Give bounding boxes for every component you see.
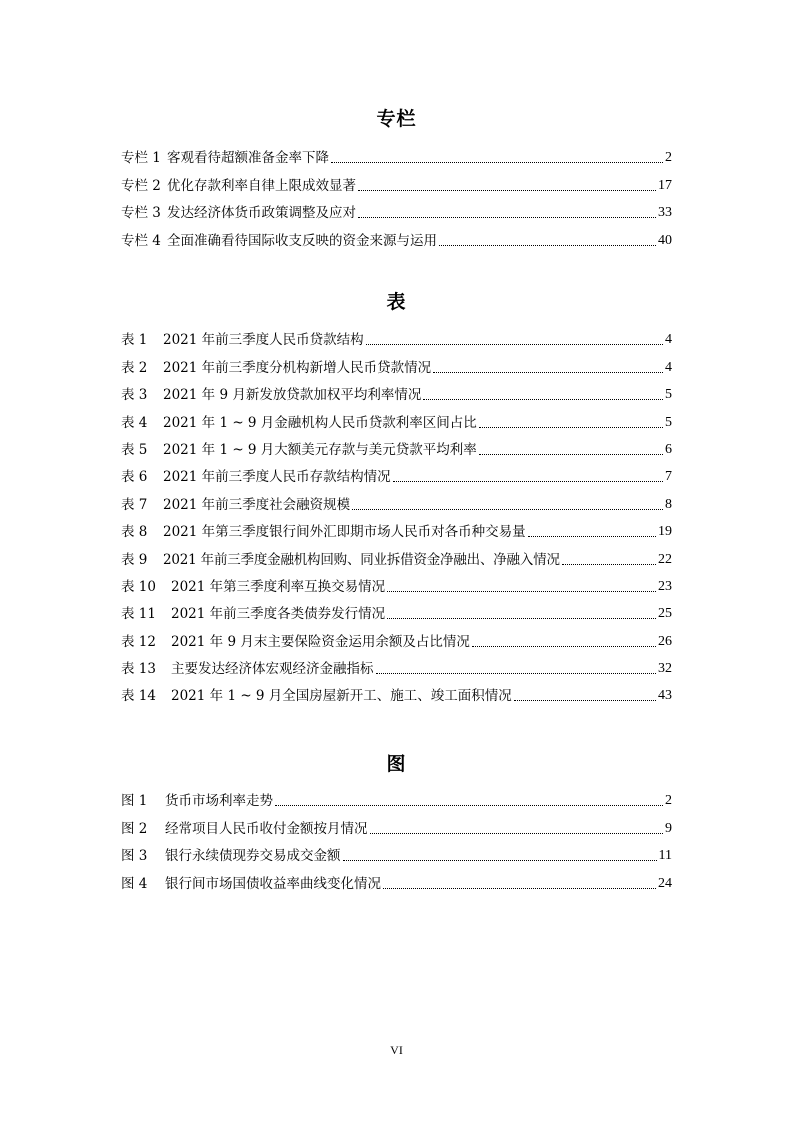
columns-entry-2[interactable] [121, 167, 672, 194]
entry-label: 表 11 [121, 606, 156, 623]
entry-page: 40 [658, 232, 672, 248]
tables-entry-12[interactable] [121, 623, 672, 650]
entry-page: 26 [658, 633, 672, 649]
tables-entry-7[interactable] [121, 486, 672, 513]
entry-label: 专栏 4 [121, 232, 161, 249]
dot-leader [383, 888, 656, 889]
entry-title: 2021 年前三季度人民币贷款结构 [163, 332, 364, 349]
tables-entry-8[interactable] [121, 514, 672, 541]
dot-leader [439, 245, 656, 246]
dot-leader [275, 805, 663, 806]
entry-title: 2021 年 9 月末主要保险资金运用余额及占比情况 [171, 633, 470, 650]
entry-page: 23 [658, 578, 672, 594]
entry-page: 17 [658, 177, 672, 193]
entry-title: 2021 年 9 月新发放贷款加权平均利率情况 [163, 387, 422, 404]
entry-label: 图 3 [121, 848, 148, 865]
entry-title: 2021 年第三季度利率互换交易情况 [171, 578, 386, 595]
tables-entry-14[interactable] [121, 678, 672, 705]
columns-list [121, 140, 672, 250]
tables-entry-10[interactable] [121, 569, 672, 596]
dot-leader [370, 833, 664, 834]
columns-entry-1[interactable] [121, 140, 672, 167]
entry-page: 43 [658, 688, 672, 704]
entry-page: 22 [658, 551, 672, 567]
entry-label: 表 10 [121, 578, 156, 595]
entry-label: 图 4 [121, 875, 148, 892]
tables-list [121, 322, 672, 705]
entry-label: 表 13 [121, 661, 156, 678]
entry-title: 客观看待超额准备金率下降 [167, 150, 329, 167]
figures-entry-1[interactable] [121, 783, 672, 810]
dot-leader [472, 646, 656, 647]
entry-label: 图 2 [121, 820, 148, 837]
entry-title: 2021 年前三季度金融机构回购、同业拆借资金净融出、净融入情况 [163, 551, 560, 568]
dot-leader [358, 190, 656, 191]
dot-leader [343, 860, 657, 861]
columns-entry-4[interactable] [121, 222, 672, 249]
tables-entry-9[interactable] [121, 541, 672, 568]
entry-title: 银行永续债现券交易成交金额 [165, 848, 341, 865]
entry-title: 2021 年 1 ~ 9 月大额美元存款与美元贷款平均利率 [163, 441, 477, 458]
dot-leader [393, 481, 663, 482]
entry-page: 33 [658, 205, 672, 221]
entry-page: 4 [665, 332, 672, 348]
entry-label: 表 12 [121, 633, 156, 650]
page-number: VI [390, 1043, 403, 1057]
entry-page: 9 [665, 820, 672, 836]
tables-entry-5[interactable] [121, 432, 672, 459]
entry-label: 表 7 [121, 496, 148, 513]
entry-label: 表 4 [121, 414, 148, 431]
entry-page: 5 [665, 414, 672, 430]
dot-leader [528, 536, 656, 537]
entry-page: 2 [665, 793, 672, 809]
entry-label: 表 9 [121, 551, 148, 568]
entry-label: 表 6 [121, 469, 148, 486]
entry-page: 2 [665, 150, 672, 166]
entry-page: 8 [665, 496, 672, 512]
figures-list [121, 783, 672, 893]
dot-leader [479, 454, 663, 455]
entry-label: 专栏 2 [121, 177, 161, 194]
entry-page: 32 [658, 661, 672, 677]
dot-leader [479, 427, 663, 428]
entry-title: 2021 年前三季度人民币存款结构情况 [163, 469, 391, 486]
entry-page: 4 [665, 359, 672, 375]
tables-entry-3[interactable] [121, 377, 672, 404]
entry-label: 表 2 [121, 359, 148, 376]
figures-entry-3[interactable] [121, 838, 672, 865]
entry-title: 2021 年前三季度社会融资规模 [163, 496, 351, 513]
tables-heading: 表 [386, 291, 407, 313]
dot-leader [423, 399, 663, 400]
dot-leader [352, 509, 663, 510]
tables-entry-13[interactable] [121, 651, 672, 678]
entry-title: 全面准确看待国际收支反映的资金来源与运用 [167, 232, 437, 249]
entry-label: 表 1 [121, 332, 148, 349]
figures-entry-4[interactable] [121, 865, 672, 892]
dot-leader [331, 162, 663, 163]
entry-page: 6 [665, 441, 672, 457]
tables-entry-1[interactable] [121, 322, 672, 349]
dot-leader [387, 591, 656, 592]
entry-label: 表 14 [121, 688, 156, 705]
dot-leader [514, 700, 656, 701]
dot-leader [358, 217, 656, 218]
dot-leader [376, 673, 657, 674]
entry-page: 19 [658, 524, 672, 540]
entry-page: 5 [665, 387, 672, 403]
entry-title: 2021 年前三季度各类债券发行情况 [171, 606, 386, 623]
figures-entry-2[interactable] [121, 810, 672, 837]
columns-heading: 专栏 [376, 108, 417, 130]
figures-heading: 图 [386, 753, 407, 775]
entry-title: 经常项目人民币收付金额按月情况 [165, 820, 368, 837]
entry-label: 专栏 3 [121, 205, 161, 222]
dot-leader [433, 372, 663, 373]
columns-entry-3[interactable] [121, 195, 672, 222]
entry-title: 发达经济体货币政策调整及应对 [167, 205, 356, 222]
entry-label: 图 1 [121, 793, 148, 810]
entry-title: 2021 年 1 ~ 9 月金融机构人民币贷款利率区间占比 [163, 414, 477, 431]
dot-leader [562, 564, 656, 565]
tables-entry-2[interactable] [121, 349, 672, 376]
entry-title: 优化存款利率自律上限成效显著 [167, 177, 356, 194]
entry-title: 2021 年前三季度分机构新增人民币贷款情况 [163, 359, 432, 376]
entry-title: 货币市场利率走势 [165, 793, 273, 810]
entry-label: 表 5 [121, 441, 148, 458]
entry-title: 主要发达经济体宏观经济金融指标 [171, 661, 374, 678]
tables-entry-6[interactable] [121, 459, 672, 486]
entry-title: 2021 年第三季度银行间外汇即期市场人民币对各币种交易量 [163, 524, 526, 541]
entry-title: 2021 年 1 ~ 9 月全国房屋新开工、施工、竣工面积情况 [171, 688, 512, 705]
dot-leader [366, 344, 663, 345]
entry-page: 7 [665, 469, 672, 485]
entry-label: 表 3 [121, 387, 148, 404]
entry-page: 11 [658, 848, 672, 864]
entry-page: 25 [658, 606, 672, 622]
tables-entry-11[interactable] [121, 596, 672, 623]
entry-title: 银行间市场国债收益率曲线变化情况 [165, 875, 381, 892]
tables-entry-4[interactable] [121, 404, 672, 431]
entry-page: 24 [658, 875, 672, 891]
entry-label: 专栏 1 [121, 150, 161, 167]
entry-label: 表 8 [121, 524, 148, 541]
dot-leader [387, 618, 656, 619]
